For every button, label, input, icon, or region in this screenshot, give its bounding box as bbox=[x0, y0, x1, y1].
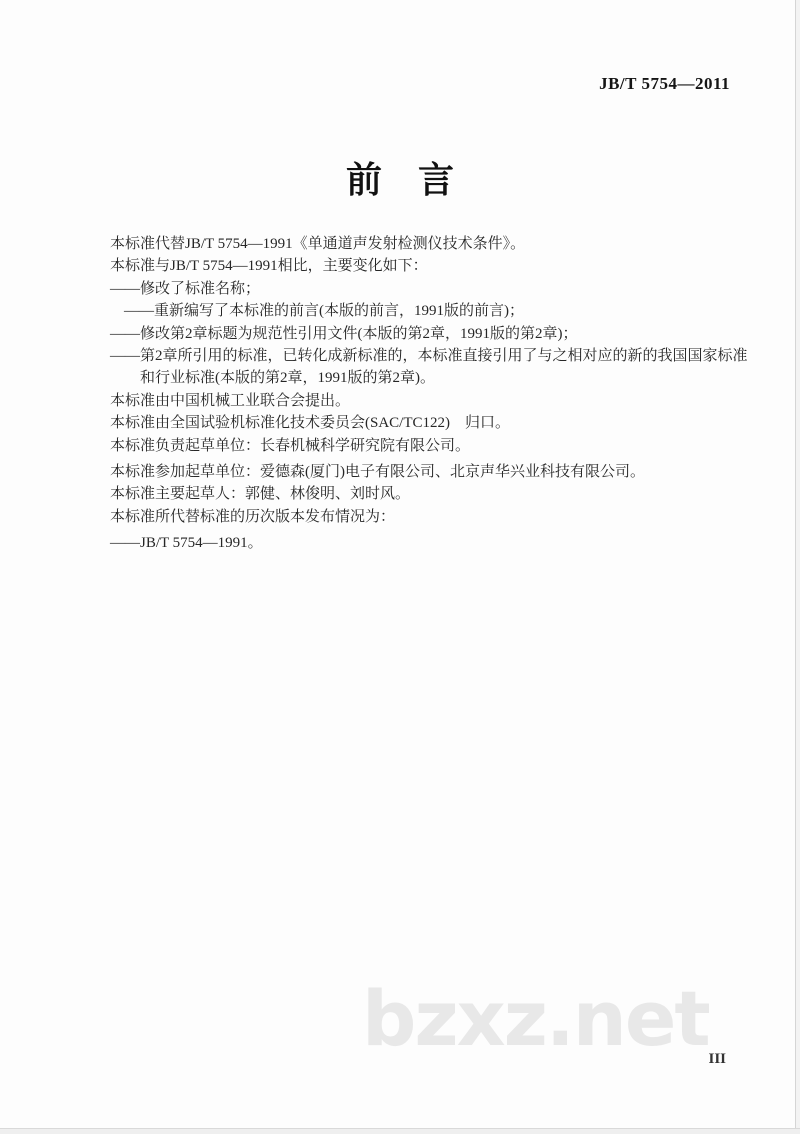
foreword-paragraph: ——修改第2章标题为规范性引用文件(本版的第2章，1991版的第2章)； bbox=[110, 325, 578, 342]
page-edge-bottom bbox=[0, 1128, 800, 1134]
page-number: III bbox=[708, 1051, 726, 1067]
foreword-paragraph: 本标准所代替标准的历次版本发布情况为： bbox=[110, 508, 396, 525]
watermark-text: bzxz.net bbox=[362, 974, 709, 1063]
foreword-paragraph: ——第2章所引用的标准，已转化成新标准的，本标准直接引用了与之相对应的新的我国国家标准 bbox=[110, 348, 748, 365]
foreword-paragraph: 本标准代替JB/T 5754—1991《单通道声发射检测仪技术条件》。 bbox=[110, 236, 526, 252]
page-edge-right bbox=[795, 0, 800, 1134]
foreword-body bbox=[110, 233, 750, 555]
foreword-paragraph: 本标准主要起草人：郭健、林俊明、刘时风。 bbox=[110, 486, 411, 503]
foreword-paragraph: 和行业标准(本版的第2章，1991版的第2章)。 bbox=[140, 370, 435, 387]
foreword-paragraph: 本标准参加起草单位：爱德森(厦门)电子有限公司、北京声华兴业科技有限公司。 bbox=[110, 464, 645, 481]
foreword-paragraph: ——JB/T 5754—1991。 bbox=[110, 535, 263, 552]
standard-code: JB/T 5754—2011 bbox=[599, 74, 730, 93]
foreword-paragraph: 本标准负责起草单位：长春机械科学研究院有限公司。 bbox=[110, 437, 471, 454]
foreword-paragraph: ——修改了标准名称； bbox=[110, 280, 261, 297]
foreword-paragraph: 本标准由全国试验机标准化技术委员会(SAC/TC122) 归口。 bbox=[110, 415, 511, 432]
foreword-paragraph: 本标准与JB/T 5754—1991相比，主要变化如下： bbox=[110, 258, 428, 275]
page-title: 前 言 bbox=[345, 160, 454, 201]
foreword-paragraph: 本标准由中国机械工业联合会提出。 bbox=[110, 392, 351, 409]
foreword-paragraph: ——重新编写了本标准的前言(本版的前言，1991版的前言)； bbox=[124, 303, 524, 320]
